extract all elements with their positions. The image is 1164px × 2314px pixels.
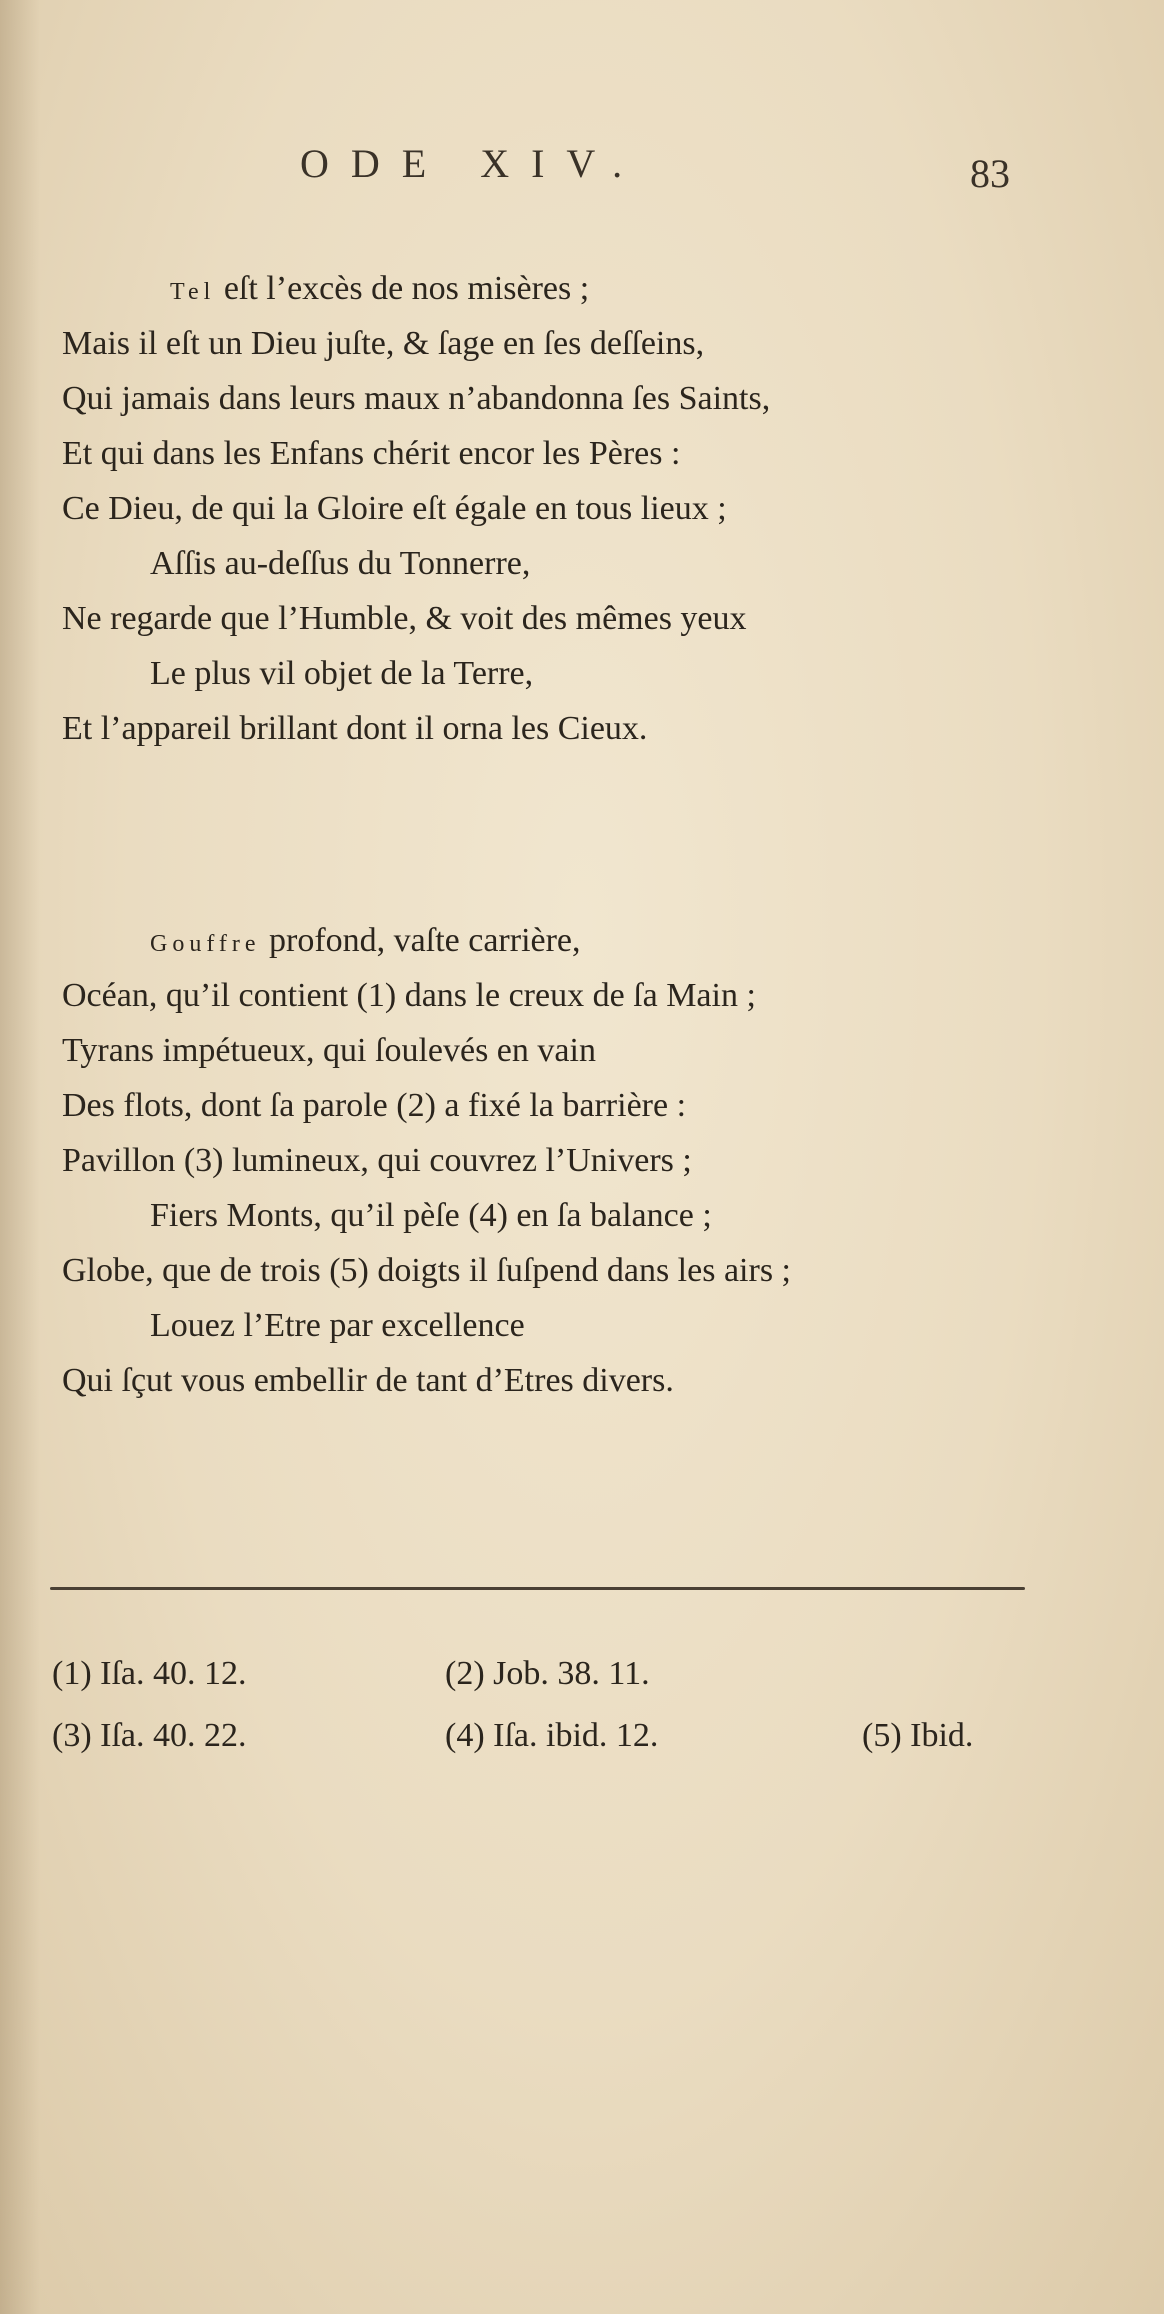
- footnote-3: (3) Iſa. 40. 22.: [52, 1717, 247, 1754]
- stanza1-line-2: Mais il eſt un Dieu juſte, & ſage en ſes deſſeins,: [62, 325, 705, 362]
- stanza1-line-4: Et qui dans les Enfans chérit encor les Pères :: [62, 435, 681, 472]
- stanza1-line-7: Ne regarde que l’Humble, & voit des mêmes yeux: [62, 600, 747, 637]
- stanza1-initial-word: Tel: [170, 279, 216, 305]
- page-number: 83: [970, 151, 1010, 196]
- running-head: ODE XIV.: [300, 141, 645, 186]
- stanza2-line-3: Tyrans impétueux, qui ſoulevés en vain: [62, 1032, 596, 1069]
- stanza2-line-8: Louez l’Etre par excellence: [150, 1307, 525, 1344]
- stanza2-line-2: Océan, qu’il contient (1) dans le creux de ſa Main ;: [62, 977, 756, 1014]
- stanza2-line-7: Globe, que de trois (5) doigts il ſuſpend dans les airs ;: [62, 1252, 791, 1289]
- stanza1-line-3: Qui jamais dans leurs maux n’abandonna ſes Saints,: [62, 380, 771, 417]
- stanza2-line-5: Pavillon (3) lumineux, qui couvrez l’Univers ;: [62, 1142, 692, 1179]
- stanza1-line-6: Aſſis au-deſſus du Tonnerre,: [150, 545, 531, 582]
- stanza2-line-6: Fiers Monts, qu’il pèſe (4) en ſa balance ;: [150, 1197, 712, 1234]
- stanza2-line-9: Qui ſçut vous embellir de tant d’Etres divers.: [62, 1362, 674, 1399]
- stanza1-line-8: Le plus vil objet de la Terre,: [150, 655, 534, 692]
- stanza2-line-1-text: profond, vaſte carrière,: [269, 922, 581, 959]
- stanza2-initial-word: Gouffre: [150, 931, 261, 957]
- footnote-4: (4) Iſa. ibid. 12.: [445, 1717, 659, 1754]
- stanza2-line-1: [150, 922, 581, 960]
- footnote-5: (5) Ibid.: [862, 1717, 974, 1754]
- stanza2-line-4: Des flots, dont ſa parole (2) a fixé la barrière :: [62, 1087, 687, 1124]
- stanza1-line-9: Et l’appareil brillant dont il orna les Cieux.: [62, 710, 648, 747]
- stanza1-line-1-text: eſt l’excès de nos misères ;: [223, 270, 590, 307]
- stanza1-line-5: Ce Dieu, de qui la Gloire eſt égale en tous lieux ;: [62, 490, 727, 527]
- footnote-2: (2) Job. 38. 11.: [445, 1655, 650, 1692]
- footnote-rule: [50, 1587, 1025, 1590]
- footnote-1: (1) Iſa. 40. 12.: [52, 1655, 247, 1692]
- stanza1-line-1: [170, 270, 589, 308]
- gutter-shadow: [0, 0, 40, 2314]
